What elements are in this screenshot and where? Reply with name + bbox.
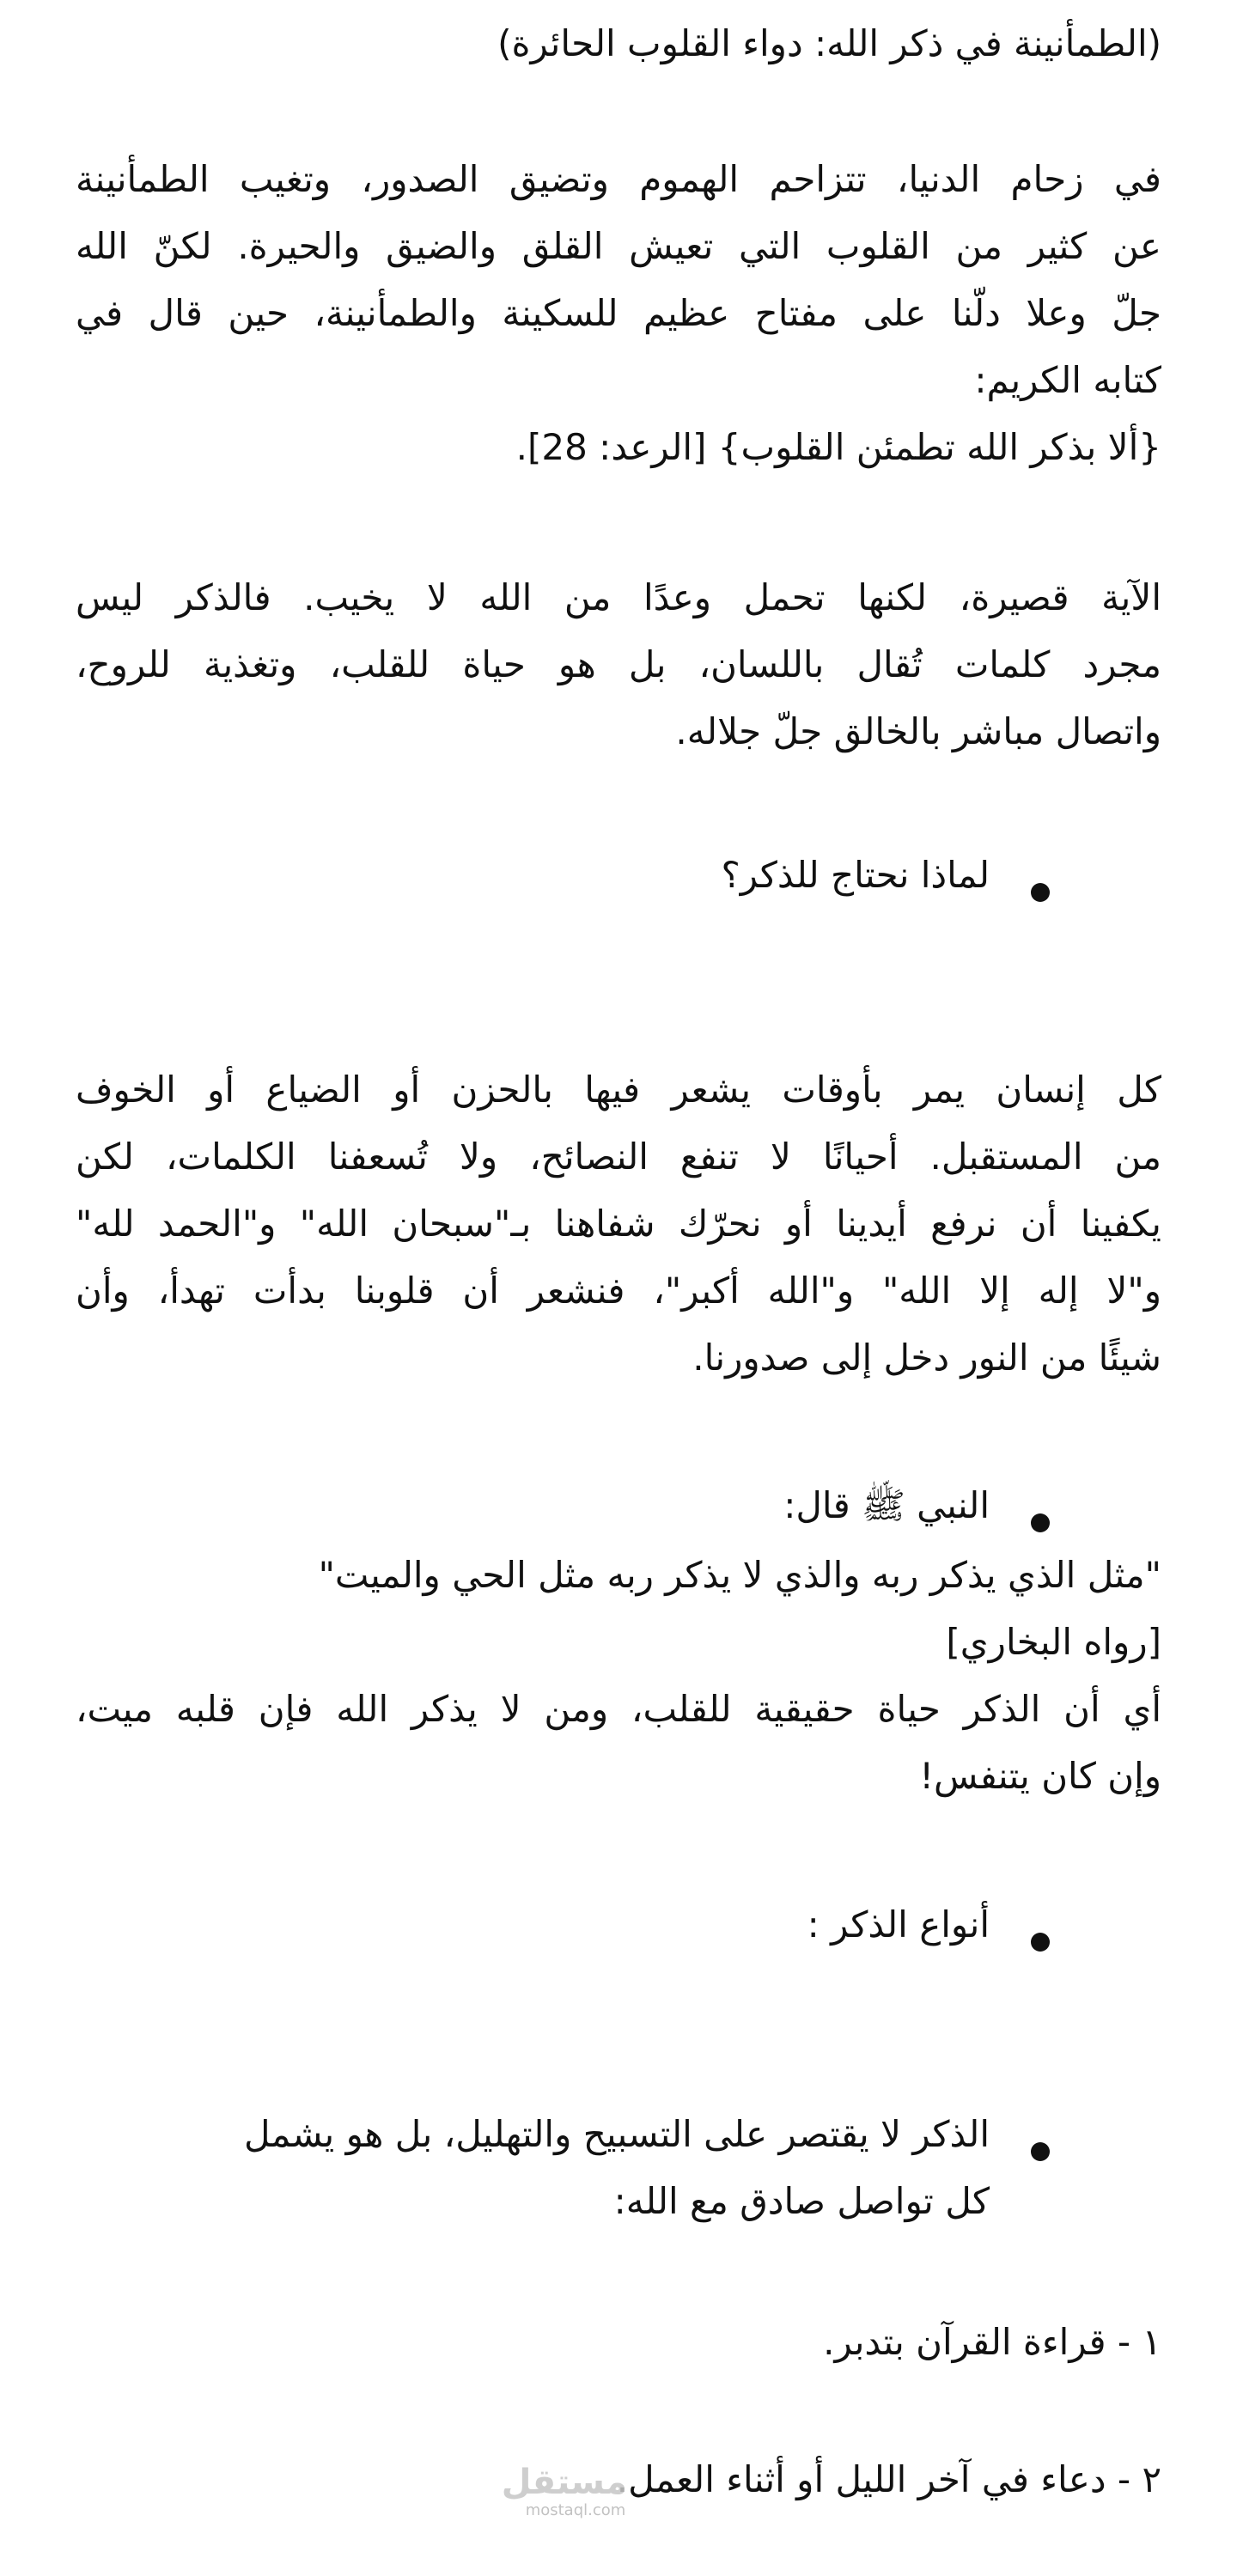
bullet-dot-icon (1031, 2142, 1050, 2161)
bullet-types-text: أنواع الذكر : (807, 1903, 990, 1946)
hadith-explanation-line: وإن كان يتنفس! (919, 1755, 1161, 1797)
title-line: (الطمأنينة في ذكر الله: دواء القلوب الحائرة) (497, 22, 1161, 64)
intro-line: جلّ وعلا دلّنا على مفتاح عظيم للسكينة والطمأنينة، حين قال في (76, 292, 1161, 334)
intro-line: في زحام الدنيا، تتزاحم الهموم وتضيق الصدور، وتغيب الطمأنينة (76, 158, 1161, 200)
list-item: ١ - قراءة القرآن بتدبر. (823, 2321, 1161, 2363)
bullet-scope-line: الذكر لا يقتصر على التسبيح والتهليل، بل هو يشمل (244, 2113, 990, 2155)
hadith-source: [رواه البخاري] (946, 1621, 1161, 1663)
bullet-why-text: لماذا نحتاج للذكر؟ (721, 854, 990, 896)
watermark-latin: mostaql.com (525, 2501, 626, 2519)
why-line: و"لا إله إلا الله" و"الله أكبر"، فنشعر أن قلوبنا بدأت تهدأ، وأن (76, 1270, 1161, 1312)
hadith-quote: "مثل الذي يذكر ربه والذي لا يذكر ربه مثل الحي والميت" (318, 1554, 1161, 1596)
verse-comment-line: مجرد كلمات تُقال باللسان، بل هو حياة للقلب، وتغذية للروح، (76, 643, 1161, 685)
list-item: ٢ - دعاء في آخر الليل أو أثناء العمل. (616, 2458, 1161, 2500)
why-line: شيئًا من النور دخل إلى صدورنا. (692, 1337, 1161, 1379)
intro-line: كتابه الكريم: (974, 359, 1161, 401)
watermark-arabic: مستقل (501, 2463, 627, 2502)
mostaql-watermark-logo (501, 2463, 627, 2524)
verse-comment-paragraph (76, 564, 1161, 765)
bullet-scope-line: كل تواصل صادق مع الله: (613, 2180, 990, 2222)
why-line: من المستقبل. أحيانًا لا تنفع النصائح، ولا تُسعفنا الكلمات، لكن (76, 1136, 1161, 1178)
bullet-dot-icon (1031, 1513, 1050, 1532)
why-paragraph (76, 1057, 1161, 1392)
verse-comment-line: الآية قصيرة، لكنها تحمل وعدًا من الله لا يخيب. فالذكر ليس (76, 576, 1161, 618)
why-line: يكفينا أن نرفع أيدينا أو نحرّك شفاهنا بـ"سبحان الله" و"الحمد لله" (76, 1203, 1161, 1245)
hadith-block (76, 1542, 1161, 1810)
intro-paragraph (76, 146, 1161, 481)
dhikr-list-item-1 (76, 2309, 1161, 2376)
bullet-dot-icon (1031, 1933, 1050, 1952)
why-line: كل إنسان يمر بأوقات يشعر فيها بالحزن أو الضياع أو الخوف (76, 1069, 1161, 1111)
hadith-explanation-line: أي أن الذكر حياة حقيقية للقلب، ومن لا يذكر الله فإن قلبه ميت، (76, 1688, 1161, 1730)
bullet-prophet-text: النبي ﷺ قال: (783, 1484, 990, 1526)
intro-line: عن كثير من القلوب التي تعيش القلق والضيق والحيرة. لكنّ الله (76, 225, 1161, 267)
verse-comment-line: واتصال مباشر بالخالق جلّ جلاله. (675, 710, 1161, 752)
document-title (76, 10, 1161, 77)
bullet-dot-icon (1031, 883, 1050, 902)
quran-verse: {ألا بذكر الله تطمئن القلوب} [الرعد: 28]. (515, 426, 1161, 468)
